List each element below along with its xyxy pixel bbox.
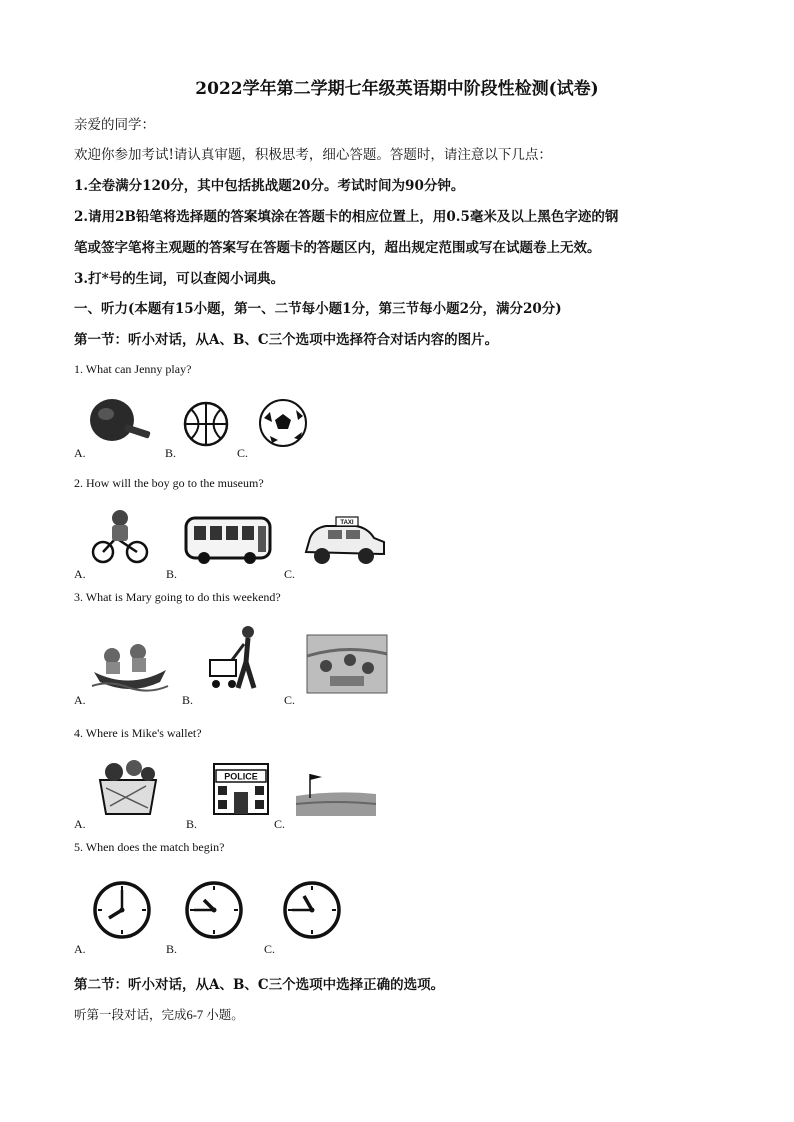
q2-option-a[interactable]: A. — [74, 567, 86, 581]
taxi-image — [300, 512, 388, 568]
question-1: 1. What can Jenny play? — [74, 362, 192, 376]
question-5: 5. When does the match begin? — [74, 840, 225, 854]
boating-image — [90, 620, 170, 692]
question-2: 2. How will the boy go to the museum? — [74, 476, 264, 490]
note-2: 2.请用2B铅笔将选择题的答案填涂在答题卡的相应位置上，用0.5毫米及以上黑色字迹的钢 — [74, 209, 619, 225]
field-image — [296, 770, 376, 818]
q1-option-b[interactable]: B. — [165, 446, 177, 460]
note-2-cont: 笔或签字笔将主观题的答案写在答题卡的答题区内，超出规定范围或写在试题卷上无效。 — [74, 240, 601, 256]
q4-option-a[interactable]: A. — [74, 817, 86, 831]
part1-instruction: 第一节：听小对话，从A、B、C三个选项中选择符合对话内容的图片。 — [74, 332, 499, 348]
q3-option-b[interactable]: B. — [182, 693, 194, 707]
clock-8-45-image-c — [282, 880, 342, 940]
greeting: 亲爱的同学： — [74, 117, 155, 133]
question-3: 3. What is Mary going to do this weekend? — [74, 590, 281, 604]
clock-8-00-image — [92, 880, 152, 940]
bike-image — [92, 508, 148, 566]
q5-option-b[interactable]: B. — [166, 942, 178, 956]
q3-option-a[interactable]: A. — [74, 693, 86, 707]
part2-instruction: 第二节：听小对话，从A、B、C三个选项中选择正确的选项。 — [74, 977, 445, 993]
q5-option-a[interactable]: A. — [74, 942, 86, 956]
lost-and-found-box-image — [90, 758, 166, 816]
intro-text: 欢迎你参加考试!请认真审题，积极思考，细心答题。答题时，请注意以下几点： — [74, 147, 552, 163]
q1-option-a[interactable]: A. — [74, 446, 86, 460]
note-1: 1.全卷满分120分，其中包括挑战题20分。考试时间为90分钟。 — [74, 178, 465, 194]
q3-option-c[interactable]: C. — [284, 693, 296, 707]
q2-option-b[interactable]: B. — [166, 567, 178, 581]
police-sign-text: POLICE — [224, 771, 258, 782]
q4-option-c[interactable]: C. — [274, 817, 286, 831]
taxi-sign-text: TAXI — [340, 520, 354, 526]
picnic-image — [306, 634, 388, 694]
section-listening: 一、听力(本题有15小题，第一、二节每小题1分，第三节每小题2分，满分20分) — [74, 301, 562, 317]
q5-option-c[interactable]: C. — [264, 942, 276, 956]
shopping-image — [204, 624, 274, 694]
question-4: 4. Where is Mike's wallet? — [74, 726, 202, 740]
q1-option-c[interactable]: C. — [237, 446, 249, 460]
police-station-image — [212, 762, 270, 816]
table-tennis-paddle-image — [86, 396, 156, 448]
soccer-ball-image — [258, 398, 308, 448]
q4-option-b[interactable]: B. — [186, 817, 198, 831]
part2-note: 听第一段对话，完成6-7 小题。 — [74, 1008, 244, 1022]
bus-image — [184, 514, 274, 566]
note-3: 3.打*号的生词，可以查阅小词典。 — [74, 271, 285, 287]
basketball-image — [182, 400, 230, 448]
clock-8-45-image-b — [184, 880, 244, 940]
q2-option-c[interactable]: C. — [284, 567, 296, 581]
page-title: 2022学年第二学期七年级英语期中阶段性检测(试卷) — [195, 79, 599, 99]
